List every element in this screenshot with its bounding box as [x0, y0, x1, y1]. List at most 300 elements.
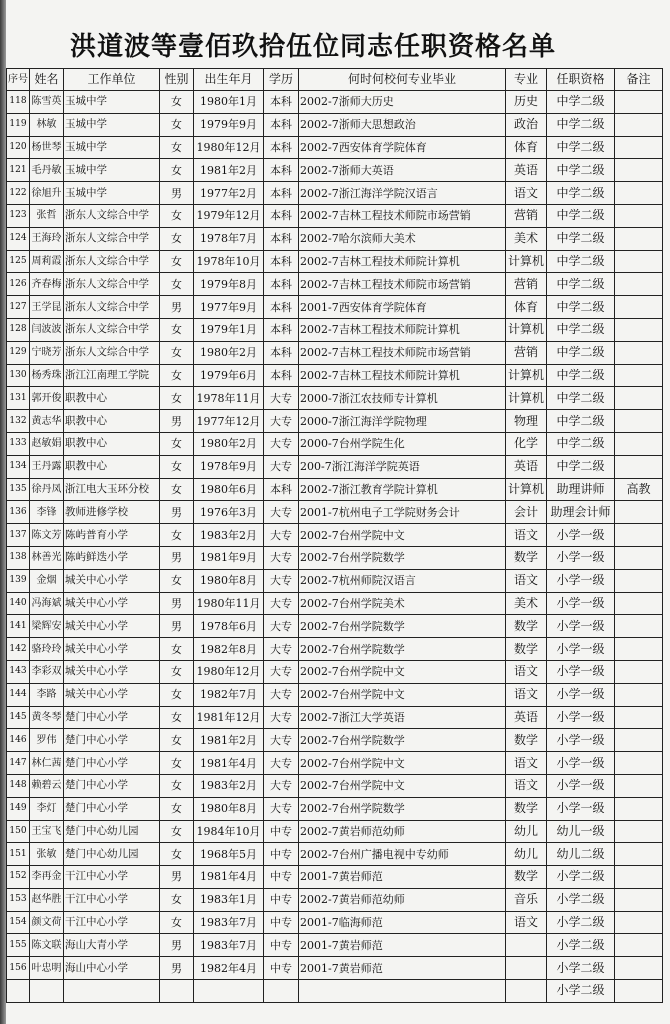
cell-birth: 1980年8月: [194, 569, 264, 592]
cell-qual: 幼儿一级: [547, 820, 615, 843]
cell-no: 126: [7, 273, 30, 296]
cell-qual: 中学二级: [547, 204, 615, 227]
cell-note: [615, 934, 663, 957]
cell-qual: 小学二级: [547, 934, 615, 957]
cell-school: 2002-7浙江大学英语: [299, 706, 506, 729]
cell-note: [615, 455, 663, 478]
cell-major: 美术: [506, 592, 547, 615]
cell-no: 134: [7, 455, 30, 478]
cell-note: [615, 341, 663, 364]
cell-major: 语文: [506, 911, 547, 934]
cell-sex: 女: [160, 911, 194, 934]
cell-name: 李灯: [30, 797, 64, 820]
cell-unit: 楚门中心幼儿园: [64, 820, 160, 843]
cell-major: 数学: [506, 615, 547, 638]
cell-qual: 幼儿二级: [547, 843, 615, 866]
cell-edu: 大专: [264, 387, 299, 410]
cell-no: 136: [7, 501, 30, 524]
cell-qual: 小学一级: [547, 706, 615, 729]
cell-note: [615, 820, 663, 843]
cell-no: 133: [7, 432, 30, 455]
cell-edu: 大专: [264, 615, 299, 638]
cell-sex: 女: [160, 820, 194, 843]
cell-birth: 1980年1月: [194, 91, 264, 114]
table-row: [7, 706, 663, 729]
cell-school: 2002-7浙江教育学院计算机: [299, 478, 506, 501]
cell-birth: 1981年9月: [194, 546, 264, 569]
cell-sex: 女: [160, 91, 194, 114]
cell-name: 赖碧云: [30, 774, 64, 797]
cell-birth: 1981年12月: [194, 706, 264, 729]
header-birth: 出生年月: [194, 69, 264, 91]
cell-sex: 男: [160, 957, 194, 980]
cell-name: 叶忠明: [30, 957, 64, 980]
table-row: [7, 729, 663, 752]
cell-name: 骆玲玲: [30, 638, 64, 661]
cell-school: 2000-7台州学院生化: [299, 432, 506, 455]
cell-qual: 中学二级: [547, 113, 615, 136]
cell-major: 计算机: [506, 250, 547, 273]
cell-edu: 中专: [264, 934, 299, 957]
cell-no: 119: [7, 113, 30, 136]
cell-no: 151: [7, 843, 30, 866]
cell-sex: 女: [160, 136, 194, 159]
cell-name: 黄冬琴: [30, 706, 64, 729]
table-row: [7, 136, 663, 159]
cell-note: [615, 113, 663, 136]
cell-birth: 1983年1月: [194, 888, 264, 911]
table-row: [7, 683, 663, 706]
cell-no: [7, 980, 30, 1003]
cell-major: 语文: [506, 774, 547, 797]
cell-unit: 职教中心: [64, 455, 160, 478]
cell-sex: 男: [160, 592, 194, 615]
cell-no: 144: [7, 683, 30, 706]
cell-qual: 中学二级: [547, 387, 615, 410]
cell-unit: 城关中心小学: [64, 569, 160, 592]
table-row: [7, 204, 663, 227]
cell-unit: 海山大青小学: [64, 934, 160, 957]
cell-major: 计算机: [506, 387, 547, 410]
cell-note: [615, 159, 663, 182]
cell-edu: 大专: [264, 410, 299, 433]
cell-qual: 小学二级: [547, 866, 615, 889]
cell-unit: 教师进修学校: [64, 501, 160, 524]
cell-name: 闫波波: [30, 318, 64, 341]
cell-no: 139: [7, 569, 30, 592]
cell-birth: 1980年2月: [194, 341, 264, 364]
cell-major: 体育: [506, 296, 547, 319]
cell-school: 2002-7吉林工程技术师院市场营销: [299, 204, 506, 227]
cell-sex: 女: [160, 888, 194, 911]
cell-qual: 小学二级: [547, 957, 615, 980]
cell-sex: 女: [160, 752, 194, 775]
cell-major: 语文: [506, 569, 547, 592]
cell-birth: 1977年2月: [194, 182, 264, 205]
cell-major: 语文: [506, 524, 547, 547]
cell-edu: 大专: [264, 729, 299, 752]
cell-unit: 干江中心小学: [64, 866, 160, 889]
cell-birth: 1978年10月: [194, 250, 264, 273]
cell-birth: 1980年6月: [194, 478, 264, 501]
cell-sex: 女: [160, 706, 194, 729]
cell-name: 李路: [30, 683, 64, 706]
table-row: [7, 182, 663, 205]
cell-note: [615, 91, 663, 114]
cell-name: 毛丹敏: [30, 159, 64, 182]
cell-sex: 女: [160, 569, 194, 592]
cell-no: 149: [7, 797, 30, 820]
cell-note: [615, 318, 663, 341]
cell-no: 124: [7, 227, 30, 250]
cell-edu: 大专: [264, 432, 299, 455]
cell-unit: 职教中心: [64, 410, 160, 433]
cell-no: 146: [7, 729, 30, 752]
cell-name: 梁辉安: [30, 615, 64, 638]
cell-sex: 男: [160, 501, 194, 524]
cell-name: 李再金: [30, 866, 64, 889]
cell-unit: 楚门中心幼儿园: [64, 843, 160, 866]
cell-note: [615, 364, 663, 387]
cell-note: [615, 296, 663, 319]
cell-school: 2002-7吉林工程技术师院计算机: [299, 318, 506, 341]
cell-school: 2002-7台州学院中文: [299, 683, 506, 706]
cell-qual: 中学二级: [547, 273, 615, 296]
cell-name: 罗伟: [30, 729, 64, 752]
cell-sex: 男: [160, 866, 194, 889]
cell-edu: 本科: [264, 182, 299, 205]
cell-school: 200-7浙江海洋学院英语: [299, 455, 506, 478]
cell-school: 2002-7台州学院中文: [299, 660, 506, 683]
cell-major: 美术: [506, 227, 547, 250]
cell-edu: 中专: [264, 957, 299, 980]
cell-edu: 大专: [264, 774, 299, 797]
cell-school: 2002-7黄岩师范幼师: [299, 820, 506, 843]
cell-name: 徐丹凤: [30, 478, 64, 501]
cell-edu: 大专: [264, 524, 299, 547]
cell-qual: 小学一级: [547, 729, 615, 752]
cell-edu: 大专: [264, 546, 299, 569]
table-row: [7, 227, 663, 250]
cell-birth: 1978年6月: [194, 615, 264, 638]
cell-school: 2002-7台州学院中文: [299, 524, 506, 547]
cell-name: 金烟: [30, 569, 64, 592]
header-name: 姓名: [30, 69, 64, 91]
cell-school: 2001-7黄岩师范: [299, 934, 506, 957]
cell-qual: 小学一级: [547, 524, 615, 547]
cell-unit: 职教中心: [64, 387, 160, 410]
cell-sex: 男: [160, 296, 194, 319]
cell-qual: 中学二级: [547, 250, 615, 273]
cell-unit: 楚门中心小学: [64, 797, 160, 820]
cell-school: 2002-7哈尔滨师大美术: [299, 227, 506, 250]
cell-name: 王学昆: [30, 296, 64, 319]
cell-birth: 1982年8月: [194, 638, 264, 661]
cell-no: 123: [7, 204, 30, 227]
cell-name: 李彩双: [30, 660, 64, 683]
cell-note: [615, 227, 663, 250]
cell-birth: 1981年2月: [194, 159, 264, 182]
table-row: [7, 273, 663, 296]
cell-no: 155: [7, 934, 30, 957]
cell-name: 林仁茜: [30, 752, 64, 775]
cell-note: [615, 660, 663, 683]
cell-no: 127: [7, 296, 30, 319]
cell-unit: 浙江电大玉环分校: [64, 478, 160, 501]
cell-sex: 女: [160, 387, 194, 410]
table-row: [7, 364, 663, 387]
table-row: [7, 797, 663, 820]
cell-no: 128: [7, 318, 30, 341]
table-row: [7, 820, 663, 843]
cell-qual: 中学二级: [547, 136, 615, 159]
cell-unit: 楚门中心小学: [64, 774, 160, 797]
cell-note: [615, 182, 663, 205]
cell-no: 153: [7, 888, 30, 911]
cell-edu: 中专: [264, 888, 299, 911]
cell-qual: 中学二级: [547, 364, 615, 387]
cell-birth: 1977年12月: [194, 410, 264, 433]
cell-name: 杨秀珠: [30, 364, 64, 387]
cell-birth: 1978年11月: [194, 387, 264, 410]
cell-sex: 女: [160, 524, 194, 547]
cell-unit: 玉城中学: [64, 159, 160, 182]
cell-qual: 中学二级: [547, 410, 615, 433]
cell-unit: 海山中心小学: [64, 957, 160, 980]
cell-unit: 职教中心: [64, 432, 160, 455]
cell-edu: 大专: [264, 660, 299, 683]
cell-birth: 1979年6月: [194, 364, 264, 387]
cell-unit: 城关中心小学: [64, 592, 160, 615]
cell-school: 2002-7台州学院美术: [299, 592, 506, 615]
table-row: [7, 752, 663, 775]
header-no: 序号: [7, 69, 30, 91]
table-row: [7, 866, 663, 889]
cell-qual: 中学二级: [547, 341, 615, 364]
cell-major: 数学: [506, 546, 547, 569]
cell-unit: 玉城中学: [64, 91, 160, 114]
cell-sex: 男: [160, 410, 194, 433]
cell-major: 英语: [506, 455, 547, 478]
cell-qual: 助理会计师: [547, 501, 615, 524]
table-row: [7, 660, 663, 683]
cell-birth: 1983年2月: [194, 524, 264, 547]
table-row: [7, 478, 663, 501]
cell-qual: 中学二级: [547, 91, 615, 114]
cell-note: [615, 638, 663, 661]
table-row: [7, 980, 663, 1003]
table-row: [7, 638, 663, 661]
cell-unit: 玉城中学: [64, 113, 160, 136]
table-row: [7, 774, 663, 797]
cell-name: 陈雪英: [30, 91, 64, 114]
table-row: [7, 501, 663, 524]
cell-no: 156: [7, 957, 30, 980]
cell-note: [615, 524, 663, 547]
cell-sex: 男: [160, 182, 194, 205]
cell-note: [615, 387, 663, 410]
cell-major: 计算机: [506, 478, 547, 501]
cell-unit: 玉城中学: [64, 136, 160, 159]
cell-qual: 中学二级: [547, 318, 615, 341]
cell-edu: 本科: [264, 227, 299, 250]
cell-edu: 大专: [264, 455, 299, 478]
cell-major: 营销: [506, 341, 547, 364]
cell-birth: 1980年12月: [194, 136, 264, 159]
cell-major: 数学: [506, 729, 547, 752]
cell-birth: 1984年10月: [194, 820, 264, 843]
cell-name: 王宝飞: [30, 820, 64, 843]
cell-major: 语文: [506, 752, 547, 775]
cell-qual: 中学二级: [547, 182, 615, 205]
cell-note: [615, 546, 663, 569]
cell-school: 2002-7吉林工程技术师院计算机: [299, 364, 506, 387]
cell-edu: 大专: [264, 592, 299, 615]
cell-unit: 浙东人文综合中学: [64, 250, 160, 273]
cell-name: 冯海斌: [30, 592, 64, 615]
cell-edu: 本科: [264, 296, 299, 319]
cell-birth: 1980年8月: [194, 797, 264, 820]
cell-sex: 女: [160, 729, 194, 752]
cell-birth: 1981年4月: [194, 752, 264, 775]
cell-birth: 1976年3月: [194, 501, 264, 524]
cell-major: [506, 934, 547, 957]
cell-school: 2002-7台州学院数学: [299, 797, 506, 820]
cell-unit: 楚门中心小学: [64, 729, 160, 752]
cell-edu: 本科: [264, 318, 299, 341]
cell-unit: 浙江江南理工学院: [64, 364, 160, 387]
cell-school: 2002-7浙师大英语: [299, 159, 506, 182]
cell-no: 138: [7, 546, 30, 569]
cell-edu: 本科: [264, 136, 299, 159]
cell-no: 120: [7, 136, 30, 159]
cell-major: 幼儿: [506, 843, 547, 866]
cell-note: [615, 843, 663, 866]
cell-sex: 女: [160, 364, 194, 387]
cell-school: 2001-7临海师范: [299, 911, 506, 934]
cell-no: 130: [7, 364, 30, 387]
cell-qual: 小学一级: [547, 683, 615, 706]
cell-sex: 女: [160, 159, 194, 182]
cell-name: 李锋: [30, 501, 64, 524]
table-body: [7, 91, 663, 1003]
header-major: 专业: [506, 69, 547, 91]
cell-sex: 女: [160, 660, 194, 683]
cell-unit: 楚门中心小学: [64, 706, 160, 729]
cell-school: 2002-7浙师大历史: [299, 91, 506, 114]
cell-note: [615, 569, 663, 592]
cell-note: [615, 204, 663, 227]
table-row: [7, 318, 663, 341]
cell-qual: 中学二级: [547, 455, 615, 478]
cell-birth: 1979年9月: [194, 113, 264, 136]
table-row: [7, 341, 663, 364]
table-row: [7, 957, 663, 980]
cell-edu: 大专: [264, 638, 299, 661]
cell-qual: 小学一级: [547, 546, 615, 569]
cell-no: 125: [7, 250, 30, 273]
cell-qual: 小学一级: [547, 797, 615, 820]
table-row: [7, 432, 663, 455]
table-row: [7, 934, 663, 957]
cell-major: 英语: [506, 159, 547, 182]
cell-school: 2002-7黄岩师范幼师: [299, 888, 506, 911]
cell-edu: [264, 980, 299, 1003]
cell-major: [506, 957, 547, 980]
header-unit: 工作单位: [64, 69, 160, 91]
cell-sex: 女: [160, 204, 194, 227]
cell-unit: 浙东人文综合中学: [64, 318, 160, 341]
cell-name: 陈文芳: [30, 524, 64, 547]
cell-birth: 1982年4月: [194, 957, 264, 980]
cell-major: 物理: [506, 410, 547, 433]
cell-name: 宁晓芳: [30, 341, 64, 364]
cell-major: 营销: [506, 204, 547, 227]
cell-edu: 本科: [264, 159, 299, 182]
cell-sex: 女: [160, 478, 194, 501]
cell-birth: 1981年2月: [194, 729, 264, 752]
cell-unit: 城关中心小学: [64, 683, 160, 706]
table-row: [7, 888, 663, 911]
cell-major: 幼儿: [506, 820, 547, 843]
cell-major: 营销: [506, 273, 547, 296]
cell-note: [615, 683, 663, 706]
cell-qual: 小学一级: [547, 592, 615, 615]
cell-major: 体育: [506, 136, 547, 159]
cell-note: [615, 592, 663, 615]
cell-edu: 本科: [264, 478, 299, 501]
cell-birth: 1982年7月: [194, 683, 264, 706]
cell-no: 131: [7, 387, 30, 410]
cell-no: 148: [7, 774, 30, 797]
cell-sex: 女: [160, 455, 194, 478]
cell-edu: 本科: [264, 273, 299, 296]
cell-name: [30, 980, 64, 1003]
cell-school: 2002-7吉林工程技术师院计算机: [299, 250, 506, 273]
cell-unit: [64, 980, 160, 1003]
cell-sex: 男: [160, 615, 194, 638]
cell-unit: 浙东人文综合中学: [64, 227, 160, 250]
cell-no: 141: [7, 615, 30, 638]
cell-qual: 助理讲师: [547, 478, 615, 501]
cell-no: 122: [7, 182, 30, 205]
cell-sex: 男: [160, 934, 194, 957]
header-school: 何时何校何专业毕业: [299, 69, 506, 91]
cell-birth: 1977年9月: [194, 296, 264, 319]
cell-major: 语文: [506, 182, 547, 205]
cell-edu: 大专: [264, 797, 299, 820]
cell-school: 2002-7台州学院数学: [299, 729, 506, 752]
cell-unit: 城关中心小学: [64, 638, 160, 661]
cell-edu: 本科: [264, 341, 299, 364]
table-row: [7, 524, 663, 547]
cell-major: 音乐: [506, 888, 547, 911]
cell-note: [615, 250, 663, 273]
cell-note: [615, 501, 663, 524]
cell-qual: 小学二级: [547, 911, 615, 934]
cell-major: [506, 980, 547, 1003]
cell-major: 会计: [506, 501, 547, 524]
cell-name: 赵华胜: [30, 888, 64, 911]
cell-name: 林善光: [30, 546, 64, 569]
cell-school: 2001-7黄岩师范: [299, 957, 506, 980]
cell-school: [299, 980, 506, 1003]
cell-no: 147: [7, 752, 30, 775]
cell-sex: 男: [160, 546, 194, 569]
table-row: [7, 296, 663, 319]
cell-qual: 中学二级: [547, 159, 615, 182]
table-row: [7, 91, 663, 114]
